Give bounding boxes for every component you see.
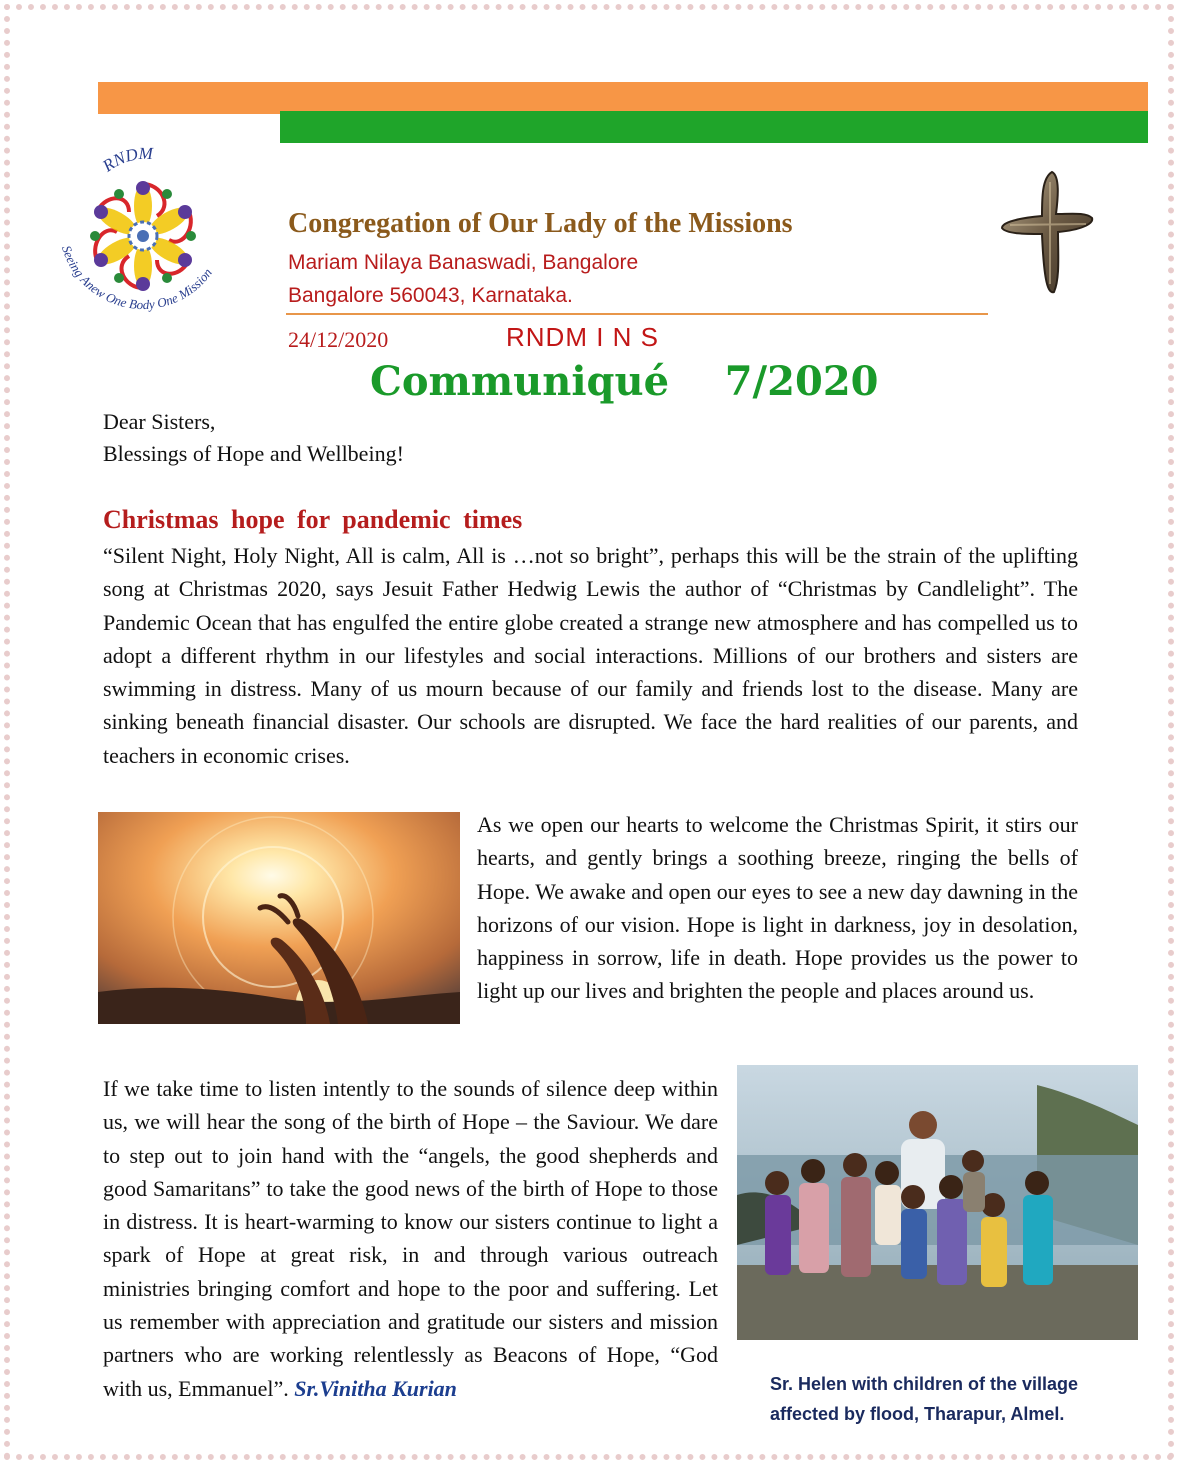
article-paragraph-2: As we open our hearts to welcome the Christmas Spirit, it stirs our hearts, and gently brings a soothing breeze, ringing the bells of Hope. We awake and open our eyes to see a new day dawning in the horizons of our vision. Hope is light in darkness, joy in desolation, happiness in sorrow, life in death. Hope provides us the power to light up our lives and brighten the people and places around us. (477, 812, 1078, 1004)
reference-code: RNDM I N S (506, 322, 659, 352)
article-paragraph-3 (103, 1072, 718, 1405)
logo-ring-text: Seeing Anew One Body One Mission (59, 243, 215, 313)
address-line-1: Mariam Nilaya Banaswadi, Bangalore (288, 251, 639, 274)
green-header-bar (280, 111, 1148, 143)
salutation: Dear Sisters, (103, 409, 216, 434)
cross-icon (1000, 168, 1094, 296)
photo-caption-line-2: affected by flood, Tharapur, Almel. (770, 1404, 1065, 1424)
greeting-blessing: Blessings of Hope and Wellbeing! (103, 441, 404, 466)
article-paragraph-1: “Silent Night, Holy Night, All is calm, All is …not so bright”, perhaps this will be the strain of the uplifting song at Christmas 2020, says Jesuit Father Hedwig Lewis the author of “Christmas by Candlelight”. The Pandemic Ocean that has engulfed the entire globe created a strange new atmosphere and has compelled us to adopt a different rhythm in our lifestyles and social interactions. Millions of our brothers and sisters are swimming in distress. Many of us mourn because of our family and friends lost to the disease. Many are sinking beneath financial disaster. Our schools are disrupted. We face the hard realities of our parents, and teachers in economic crises. (103, 543, 1078, 768)
logo-top-text: RNDM (99, 144, 153, 176)
address-line-2: Bangalore 560043, Karnataka. (288, 284, 573, 307)
organization-name: Congregation of Our Lady of the Missions (288, 208, 793, 239)
svg-text:RNDM (98, 144, 153, 176)
sunset-hands-image (98, 812, 460, 1024)
orange-header-bar (98, 82, 1148, 114)
children-group-photo (737, 1065, 1138, 1340)
photo-caption-line-1: Sr. Helen with children of the village (770, 1374, 1079, 1394)
rndm-logo (48, 138, 238, 318)
communique-title: Communiqué 7/2020 (370, 358, 879, 405)
author-signature: Sr.Vinitha Kurian (294, 1375, 457, 1401)
communique-date: 24/12/2020 (288, 327, 389, 352)
article-heading: Christmas hope for pandemic times (103, 505, 523, 534)
header-divider (286, 313, 988, 315)
paragraph-3-text: If we take time to listen intently to the sounds of silence deep within us, we will hear the song of the birth of Hope – the Saviour. We dare to step out to join hand with the “angels, the good shepherds and good Samaritans” to take the good news of the birth of Hope to those in distress. It is heart-warming to know our sisters continue to light a spark of Hope at great risk, in and through various outreach ministries bringing comfort and hope to the poor and suffering. Let us remember with appreciation and gratitude our sisters and mission partners who are working relentlessly as Beacons of Hope, “God with us, Emmanuel”. (103, 1076, 718, 1401)
